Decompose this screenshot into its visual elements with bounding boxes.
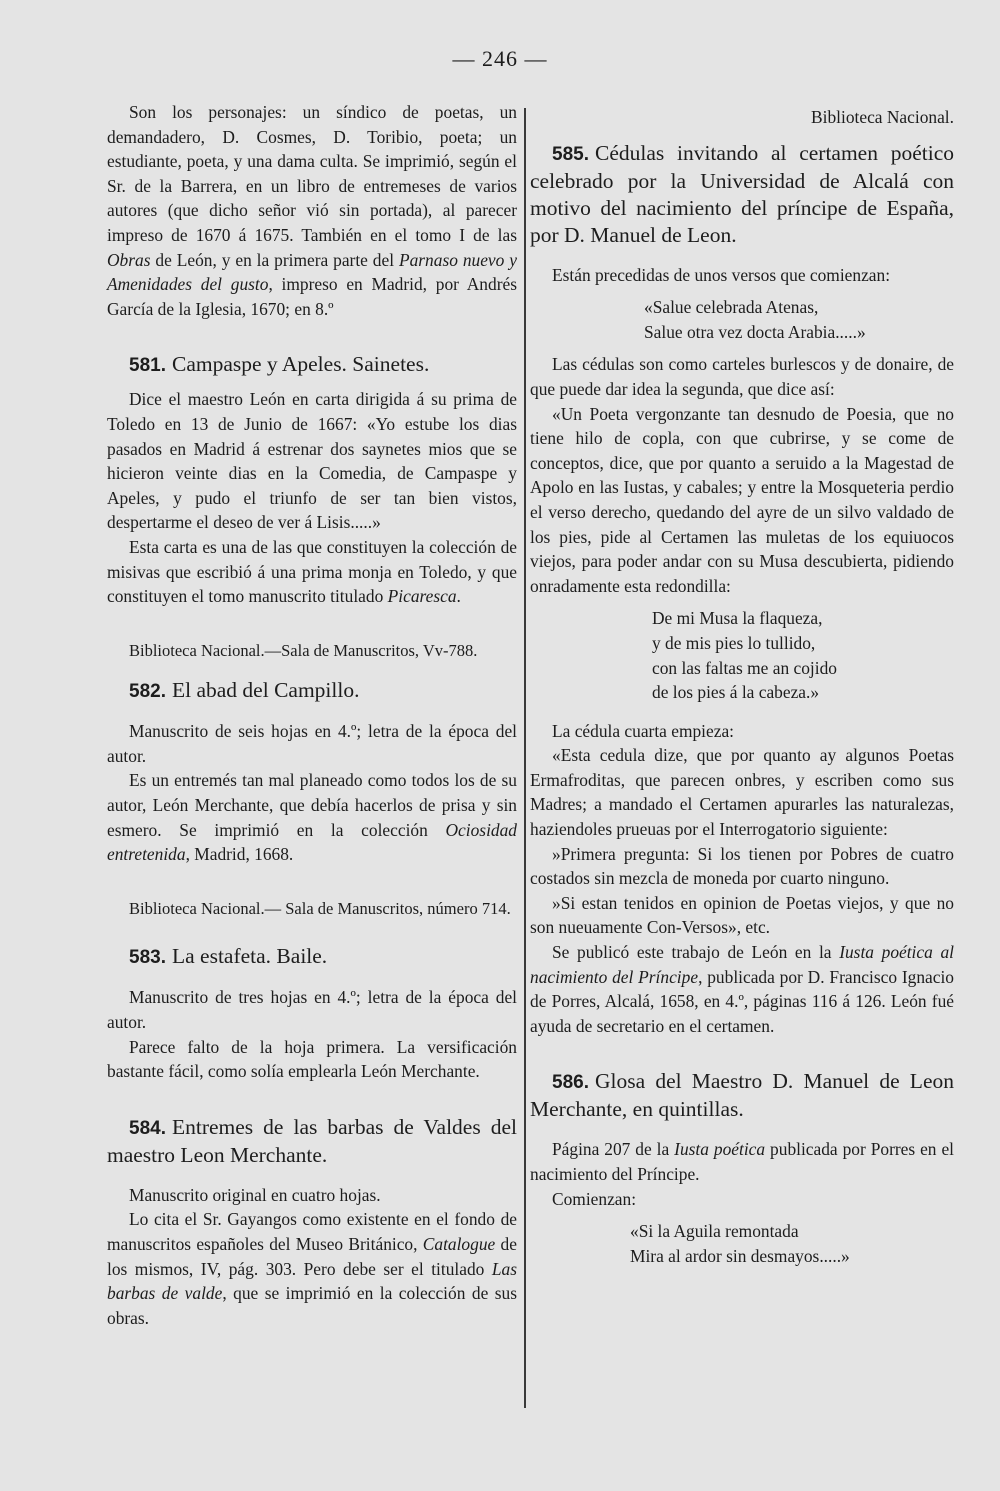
verse-line: y de mis pies lo tullido, [652,632,816,653]
left-column [107,100,517,1330]
verse-line: Salue otra vez docta Arabia.....» [644,321,866,342]
intro-paragraph: Son los personajes: un síndico de poetas, un demandadero, D. Cosmes, D. Toribio, poeta; un estudiante, poeta, y una dama culta. Se imprimió, según el Sr. de la Barrera, en un libro de entremeses de varios autores (que dicho señor vió sin portada), al parecer impreso de 1670 á 1675. También en el tomo I de las Obras de León, y en la primera parte del Parnaso nuevo y Amenidades del gusto, impreso en Madrid, por Andrés García de la Iglesia, 1670; en 8.º [107,102,517,319]
verse-line: Mira al ardor sin desmayos.....» [630,1245,850,1266]
entry-585-paragraph-4: La cédula cuarta empieza: [552,720,734,741]
entry-586-paragraph: Página 207 de la Iusta poética publicada por Porres en el nacimiento del Príncipe. [530,1139,954,1184]
entry-584-paragraph-2: Lo cita el Sr. Gayangos como existente en el fondo de manuscritos españoles del Museo Británico, Catalogue de los mismos, IV, pág. 303. Pero debe ser el titulado Las barbas de valde, que se imprimió en la colección de sus obras. [107,1209,517,1328]
entry-585-paragraph: Están precedidas de unos versos que comienzan: [552,264,891,285]
entry-582-heading: 582. El abad del Campillo. [129,678,360,703]
entry-585-heading: 585. Cédulas invitando al certamen poético celebrado por la Universidad de Alcalá con motivo del nacimiento del príncipe de España, por D. Manuel de Leon. [530,140,954,247]
entry-583-heading: 583. La estafeta. Baile. [129,944,328,969]
verse-block-1 [530,295,954,344]
right-column [530,105,954,1268]
entry-581-paragraph: Dice el maestro León en carta dirigida á su prima de Toledo en 13 de Junio de 1667: «Yo estube los dias pasados en Madrid á estrenar dos saynetes mios que se hicieron veinte dias en la Comedia, de Campaspe y Apeles, y pudo el triunfo de ser tan bien vistos, despertarme el deseo de ver á Lisis.....» [107,389,517,533]
entry-581-paragraph-2: Esta carta es una de las que constituyen la colección de misivas que escribió á una prima monja en Toledo, y que constituyen el tomo manuscrito titulado Picaresca. [107,536,517,607]
verse-line: De mi Musa la flaqueza, [652,608,823,629]
entry-582-paragraph: Manuscrito de seis hojas en 4.º; letra de la época del autor. [107,721,517,766]
entry-585-paragraph-8: Se publicó este trabajo de León en la Iusta poética al nacimiento del Príncipe, publicada por D. Francisco Ignacio de Porres, Alcalá, 1658, en 4.º, páginas 116 á 126. León fué ayuda de secretario en el certamen. [530,942,954,1036]
entry-582-paragraph-2: Es un entremés tan mal planeado como todos los de su autor, León Merchante, que debía hacerlos de prisa y sin esmero. Se imprimió en la colección Ociosidad entretenida, Madrid, 1668. [107,770,517,865]
verse-line: con las faltas me an cojido [652,657,837,678]
entry-585-paragraph-2: Las cédulas son como carteles burlescos y de donaire, de que puede dar idea la segunda, que dice así: [530,354,954,399]
verse-block-3 [530,1219,954,1268]
entry-586-heading: 586. Glosa del Maestro D. Manuel de Leon Merchante, en quintillas. [530,1069,954,1122]
verse-line: «Si la Aguila remontada [630,1221,799,1242]
top-library: Biblioteca Nacional. [811,107,954,127]
entry-583-paragraph-2: Parece falto de la hoja primera. La versificación bastante fácil, como solía emplearla León Merchante. [107,1036,517,1082]
verse-block-2 [530,606,954,704]
entry-585-quote: «Un Poeta vergonzante tan desnudo de Poesia, que no tiene hilo de copla, con que cubrirse, y se come de conceptos, dice, que por quanto a seruido a la Magestad de Apolo en las Iustas, y cabales; y entre la Mosqueteria perdio el verso derecho, quedando del ayre de un silvo valdado de los pies, pide al Certamen las muletas de los equiuocos viejos, para poder andar con su Musa descubierta, pidiendo onradamente esta redondilla: [530,403,954,596]
entry-584-heading: 584. Entremes de las barbas de Valdes del maestro Leon Merchante. [107,1114,517,1167]
verse-line: «Salue celebrada Atenas, [644,297,819,318]
column-divider [524,108,526,1408]
entry-584-paragraph: Manuscrito original en cuatro hojas. [129,1184,381,1205]
entry-583-paragraph: Manuscrito de tres hojas en 4.º; letra de la época del autor. [107,987,517,1033]
entry-585-paragraph-5: «Esta cedula dize, que por quanto ay algunos Poetas Ermafroditas, que parecen onbres, y escriben como sus Madres; a mandado el Certamen apurarles las naturalezas, haziendoles prueuas por el Interrogatorio siguiente: [530,745,954,840]
entry-581-heading: 581. Campaspe y Apeles. Sainetes. [129,352,430,377]
entry-586-paragraph-2: Comienzan: [552,1188,637,1209]
entry-582-library: Biblioteca Nacional.— Sala de Manuscritos, número 714. [129,898,511,918]
entry-581-library: Biblioteca Nacional.—Sala de Manuscritos, Vv-788. [129,640,478,660]
page-number: — 246 — [452,46,548,71]
entry-585-paragraph-6: »Primera pregunta: Si los tienen por Pobres de cuatro costados sin mezcla de moneda por cuarto ninguno. [530,843,954,889]
entry-585-paragraph-7: »Si estan tenidos en opinion de Poetas viejos, y que no son nueuamente Con-Versos», etc. [530,892,954,938]
verse-line: de los pies á la cabeza.» [652,682,820,703]
